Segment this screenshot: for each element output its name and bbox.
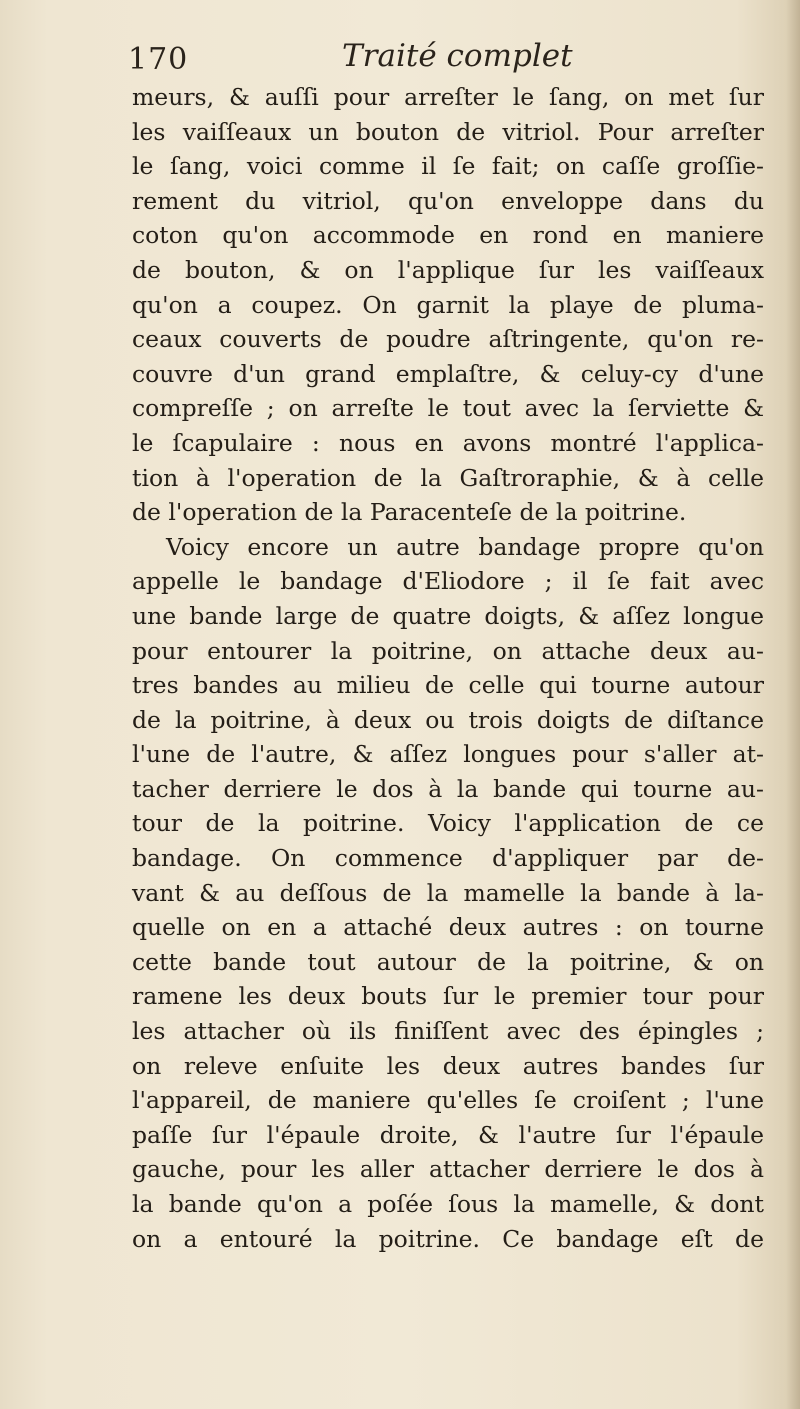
text-line: qu'on a coupez. On garnit la playe de pluma- [132, 290, 764, 319]
text-line: coton qu'on accommode en rond en maniere [132, 221, 764, 250]
text-line: pour entourer la poitrine, on attache deux au- [132, 636, 764, 665]
text-line: paſſe ſur l'épaule droite, & l'autre ſur l'épaule [132, 1120, 764, 1149]
text-line: vant & au deſſous de la mamelle la bande à la- [132, 878, 764, 907]
text-line: de l'operation de la Paracenteſe de la poitrine. [132, 498, 687, 527]
text-line: la bande qu'on a poſée ſous la mamelle, & dont [132, 1190, 764, 1218]
page-edge-shadow [786, 0, 800, 1409]
text-line: tion à l'operation de la Gaſtroraphie, & à celle [132, 463, 764, 492]
text-line: de bouton, & on l'applique ſur les vaiſſeaux [132, 255, 764, 284]
text-line: l'appareil, de maniere qu'elles ſe croiſent ; l'une [132, 1086, 764, 1115]
text-line: on releve enſuite les deux autres bandes ſur [132, 1051, 764, 1080]
text-line: bandage. On commence d'appliquer par de- [132, 844, 764, 873]
text-line: tour de la poitrine. Voicy l'application de ce [132, 809, 764, 838]
running-title: Traité complet [342, 38, 573, 74]
text-line: l'une de l'autre, & aſſez longues pour s'aller at- [132, 740, 764, 769]
page-header [120, 38, 780, 86]
text-line: Voicy encore un autre bandage propre qu'on [166, 532, 764, 561]
text-line: les attacher où ils finiſſent avec des épingles ; [132, 1017, 764, 1046]
text-line: quelle on en a attaché deux autres : on tourne [132, 913, 764, 942]
body-text [132, 80, 764, 1256]
text-line: de la poitrine, à deux ou trois doigts de diſtance [132, 705, 764, 734]
text-line: meurs, & auſſi pour arreſter le ſang, on met ſur [132, 83, 764, 111]
text-line: cette bande tout autour de la poitrine, & on [132, 947, 764, 976]
text-line: appelle le bandage d'Eliodore ; il ſe fait avec [132, 567, 764, 596]
page-number: 170 [128, 42, 189, 77]
text-line: compreſſe ; on arreſte le tout avec la ſerviette & [132, 394, 764, 423]
text-line: gauche, pour les aller attacher derriere le dos à [132, 1155, 764, 1184]
text-line: le ſang, voici comme il ſe fait; on caſſe groſſie- [132, 152, 764, 181]
text-line: on a entouré la poitrine. Ce bandage eſt de [132, 1224, 764, 1253]
text-line: couvre d'un grand emplaſtre, & celuy-cy d'une [132, 359, 764, 388]
text-line: rement du vitriol, qu'on enveloppe dans du [132, 186, 764, 215]
text-line: ramene les deux bouts ſur le premier tour pour [132, 982, 764, 1011]
text-line: tres bandes au milieu de celle qui tourne autour [132, 671, 764, 700]
text-line: tacher derriere le dos à la bande qui tourne au- [132, 774, 764, 803]
text-line: ceaux couverts de poudre aſtringente, qu'on re- [132, 325, 764, 354]
text-line: les vaiſſeaux un bouton de vitriol. Pour arreſter [132, 117, 764, 146]
text-line: le ſcapulaire : nous en avons montré l'applica- [132, 428, 764, 457]
text-line: une bande large de quatre doigts, & aſſez longue [132, 601, 764, 630]
